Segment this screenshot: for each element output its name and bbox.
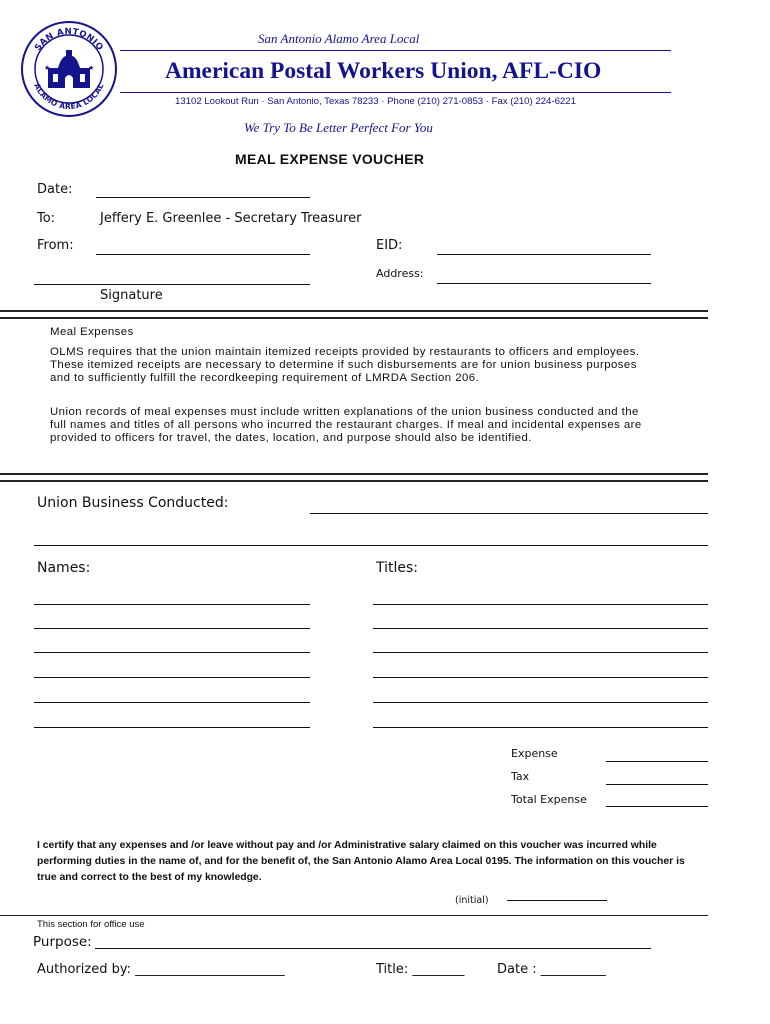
from-label: From: xyxy=(37,238,74,253)
section-divider-1 xyxy=(0,310,708,319)
union-seal xyxy=(20,20,118,118)
union-address: 13102 Lookout Run · San Antonio, Texas 78233 · Phone (210) 271-0853 · Fax (210) 224-6221 xyxy=(175,96,576,107)
union-slogan: We Try To Be Letter Perfect For You xyxy=(244,120,433,135)
union-name: American Postal Workers Union, AFL-CIO xyxy=(165,58,602,84)
business-conducted-field[interactable] xyxy=(310,513,708,514)
title-line-4[interactable] xyxy=(373,677,708,678)
business-conducted-label: Union Business Conducted: xyxy=(37,495,229,511)
business-conducted-field-2[interactable] xyxy=(34,545,708,546)
name-line-4[interactable] xyxy=(34,677,310,678)
eid-label: EID: xyxy=(376,238,403,253)
tax-field[interactable] xyxy=(606,784,708,785)
signature-label: Signature xyxy=(100,288,163,303)
svg-text:★: ★ xyxy=(44,64,51,72)
certification-text: I certify that any expenses and /or leave without pay and /or Administrative salary claimed on this voucher was incurred while performing duties in the name of, and for the benefit of, the San Antonio Alamo Area Local 0195. The information on this voucher is true and correct to the best of my knowledge. xyxy=(37,840,685,883)
office-use-note: This section for office use xyxy=(37,919,145,930)
date-label: Date: xyxy=(37,182,73,197)
total-expense-field[interactable] xyxy=(606,806,708,807)
office-date[interactable]: Date : __________ xyxy=(497,962,606,977)
date-field[interactable] xyxy=(96,197,310,198)
expense-label: Expense xyxy=(511,747,558,760)
header-rule-lower xyxy=(120,92,671,93)
name-line-1[interactable] xyxy=(34,604,310,605)
authorized-by[interactable]: Authorized by: _______________________ xyxy=(37,962,285,977)
address-label: Address: xyxy=(376,267,424,280)
name-line-3[interactable] xyxy=(34,652,310,653)
local-name: San Antonio Alamo Area Local xyxy=(258,31,420,46)
names-label: Names: xyxy=(37,560,91,576)
name-line-2[interactable] xyxy=(34,628,310,629)
initial-label: (initial) xyxy=(455,895,489,906)
svg-text:SAN ANTONIO: SAN ANTONIO xyxy=(33,26,105,53)
purpose-label: Purpose: xyxy=(33,934,92,950)
signature-field[interactable] xyxy=(34,284,310,285)
from-field[interactable] xyxy=(96,254,310,255)
title-line-6[interactable] xyxy=(373,727,708,728)
to-value: Jeffery E. Greenlee - Secretary Treasurer xyxy=(100,211,362,226)
initial-field[interactable] xyxy=(507,900,607,901)
policy-heading: Meal Expenses xyxy=(50,326,134,338)
section-divider-2 xyxy=(0,473,708,482)
title-line-3[interactable] xyxy=(373,652,708,653)
office-divider xyxy=(0,915,708,916)
policy-paragraph-1: OLMS requires that the union maintain itemized receipts provided by restaurants to officers and employees. These itemized receipts are necessary to determine if such disbursements are for union business purposes and to sufficiently fulfill the recordkeeping requirement of LMRDA Section 206. xyxy=(50,346,640,384)
tax-label: Tax xyxy=(511,770,530,783)
svg-text:★: ★ xyxy=(88,64,95,72)
to-label: To: xyxy=(37,211,56,226)
address-field[interactable] xyxy=(437,283,651,284)
header-rule xyxy=(120,50,671,51)
form-title: MEAL EXPENSE VOUCHER xyxy=(235,151,425,167)
purpose-field[interactable] xyxy=(95,948,651,949)
eid-field[interactable] xyxy=(437,254,651,255)
title-line-5[interactable] xyxy=(373,702,708,703)
expense-field[interactable] xyxy=(606,761,708,762)
total-expense-label: Total Expense xyxy=(511,793,587,806)
name-line-5[interactable] xyxy=(34,702,310,703)
title-line-2[interactable] xyxy=(373,628,708,629)
office-title[interactable]: Title: ________ xyxy=(376,962,465,977)
policy-paragraph-2: Union records of meal expenses must include written explanations of the union business conducted and the full names and titles of all persons who incurred the restaurant charges. If meal and incidental expenses are provided to officers for travel, the dates, location, and purpose should also be identified. xyxy=(50,406,642,444)
title-line-1[interactable] xyxy=(373,604,708,605)
svg-text:ALAMO AREA LOCAL: ALAMO AREA LOCAL xyxy=(32,81,106,112)
titles-label: Titles: xyxy=(376,560,419,576)
name-line-6[interactable] xyxy=(34,727,310,728)
